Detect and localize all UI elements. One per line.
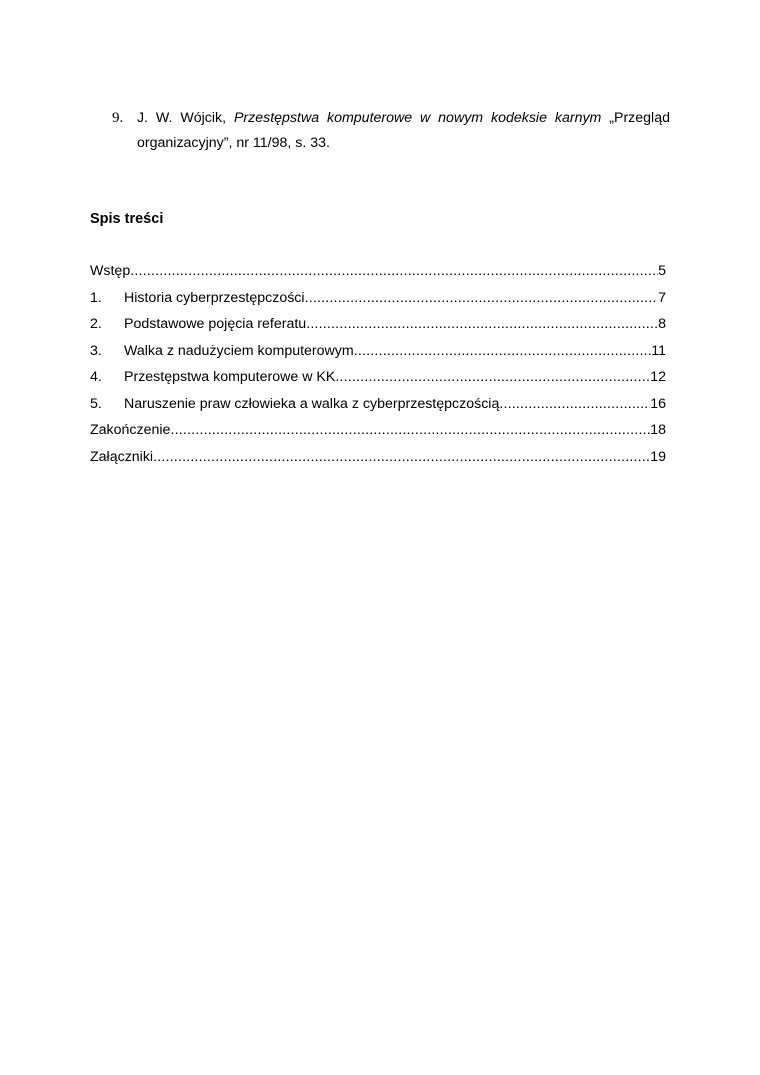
- toc-entry-number: 1.: [90, 289, 102, 306]
- toc-entry-page: 18: [650, 422, 666, 438]
- toc-entry-title: Przestępstwa komputerowe w KK: [124, 369, 336, 385]
- toc-heading: Spis treści: [90, 211, 164, 227]
- toc-entry-page: 16: [650, 395, 666, 412]
- toc-entry-5[interactable]: [90, 396, 666, 423]
- toc-entry-number: 3.: [90, 342, 102, 359]
- toc-entry-number: 5.: [90, 395, 102, 412]
- footnote-author: J. W. Wójcik,: [137, 110, 227, 126]
- toc-entry-page: 11: [651, 342, 666, 359]
- toc-entry-page: 12: [650, 369, 666, 385]
- toc-entry-page: 7: [658, 289, 666, 306]
- toc-dot-leader: [305, 290, 659, 306]
- toc-dot-leader: [335, 369, 650, 385]
- footnote-line-1: [137, 106, 670, 131]
- toc-entry-title: Historia cyberprzestępczości: [124, 289, 305, 306]
- toc-entry-page: 8: [658, 316, 666, 332]
- toc-entry-zalaczniki[interactable]: [90, 449, 666, 476]
- table-of-contents: [90, 263, 666, 475]
- toc-dot-leader: [170, 422, 650, 438]
- toc-entry-1[interactable]: [90, 290, 666, 317]
- toc-dot-leader: [499, 396, 650, 412]
- toc-entry-2[interactable]: [90, 316, 666, 343]
- toc-entry-page: 5: [658, 263, 666, 279]
- toc-entry-wstep[interactable]: [90, 263, 666, 290]
- footnote-source-end: organizacyjny”, nr 11/98, s. 33.: [137, 135, 330, 151]
- toc-entry-3[interactable]: [90, 343, 666, 370]
- toc-dot-leader: [153, 449, 650, 465]
- toc-entry-title: Naruszenie praw człowieka a walka z cyberprzestępczością: [124, 395, 500, 412]
- toc-dot-leader: [354, 343, 652, 359]
- toc-entry-zakonczenie[interactable]: [90, 422, 666, 449]
- footnote-number: 9.: [112, 110, 124, 126]
- footnote-title: Przestępstwa komputerowe w nowym kodeksie karnym: [233, 110, 602, 126]
- toc-entry-4[interactable]: [90, 369, 666, 396]
- toc-dot-leader: [306, 316, 658, 332]
- toc-entry-title: Zakończenie: [90, 422, 171, 438]
- toc-entry-number: 4.: [90, 369, 102, 385]
- toc-entry-title: Wstęp: [90, 263, 131, 279]
- toc-entry-number: 2.: [90, 316, 102, 332]
- toc-entry-title: Podstawowe pojęcia referatu: [124, 316, 307, 332]
- toc-dot-leader: [130, 263, 658, 279]
- toc-entry-page: 19: [650, 448, 666, 465]
- toc-entry-title: Załączniki: [90, 448, 154, 465]
- footnote-source-start: „Przegląd: [609, 110, 670, 126]
- toc-entry-title: Walka z nadużyciem komputerowym: [124, 342, 354, 359]
